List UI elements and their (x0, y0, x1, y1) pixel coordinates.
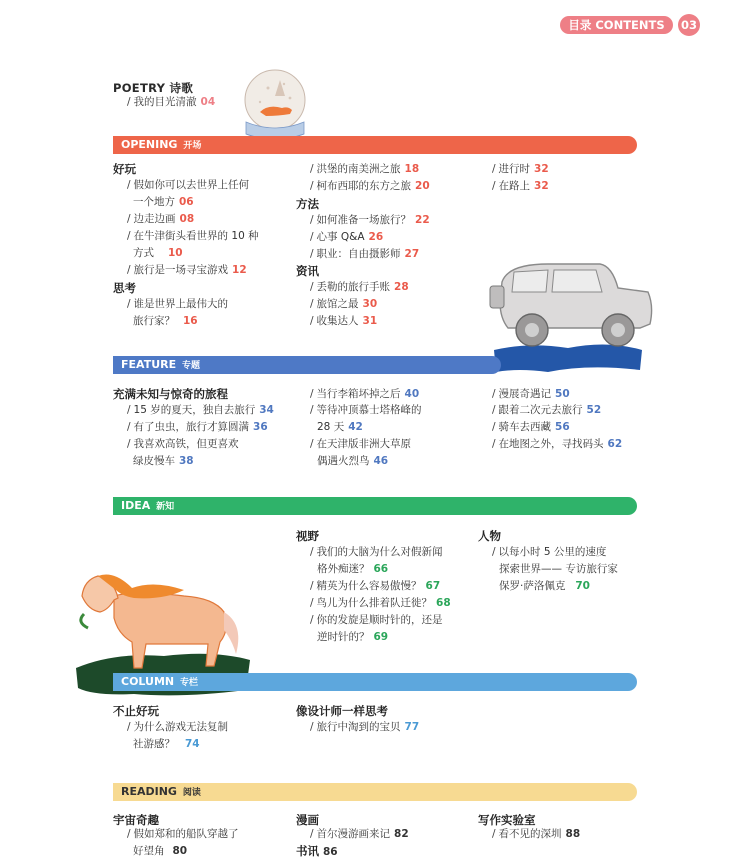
page-number: 32 (534, 163, 549, 175)
page-number: 69 (373, 631, 389, 643)
page-number: 31 (362, 315, 378, 327)
category-heading: 不止好玩 (113, 704, 159, 718)
page-number: 34 (259, 404, 274, 416)
page-number: 80 (172, 845, 188, 857)
entry-text: 如何准备一场旅行？ (316, 214, 412, 226)
page-number: 20 (415, 180, 430, 192)
entry-text: 等待冲顶慕士塔格峰的 (316, 404, 422, 416)
toc-entry-cont[interactable] (478, 578, 590, 596)
entry-text: 格外痴迷？ (317, 563, 370, 575)
poetry-entry[interactable]: / 我的目光清澈 04 (127, 96, 216, 108)
toc-entry[interactable]: / 看不见的深圳 88 (492, 828, 581, 840)
section-zh: 专题 (181, 361, 200, 371)
entry-text: 当行李箱坏掉之后 (316, 388, 401, 400)
page-number: 30 (362, 298, 378, 310)
toc-entry[interactable]: / 你的发旋是顺时针的，还是 (310, 614, 443, 626)
entry-text: 漫展奇遇记 (498, 388, 552, 400)
page-number: 22 (415, 214, 430, 226)
page-number: 06 (179, 196, 194, 208)
toc-entry[interactable]: / 旅行中淘到的宝贝 77 (310, 721, 420, 733)
entry-text: 鸟儿为什么排着队迁徙？ (316, 597, 433, 609)
toc-entry[interactable]: / 假如你可以去世界上任何 (127, 179, 250, 191)
toc-entry[interactable]: / 等待冲顶慕士塔格峰的 (310, 404, 422, 416)
section-zh: 开场 (183, 141, 202, 151)
entry-text: 洪堡的南美洲之旅 (316, 163, 401, 175)
toc-entry[interactable]: / 在地图之外，寻找码头 62 (492, 438, 623, 450)
entry-text: 旅行是一场寻宝游戏 (133, 264, 229, 276)
section-bar-reading (113, 783, 637, 801)
entry-text: 首尔漫游画来记 (316, 828, 391, 840)
entry-text: 好望角 (133, 845, 165, 857)
toc-entry[interactable]: / 15 岁的夏天，独自去旅行 34 (127, 404, 274, 416)
page-number: 40 (404, 388, 420, 400)
toc-entry[interactable]: / 职业：自由摄影师 27 (310, 248, 420, 260)
toc-entry[interactable]: / 我们的大脑为什么对假新闻 (310, 546, 443, 558)
entry-text: 职业：自由摄影师 (316, 248, 401, 260)
toc-entry-cont[interactable] (296, 561, 388, 579)
toc-entry[interactable]: / 鸟儿为什么排着队迁徙？ 68 (310, 597, 451, 609)
toc-entry-cont[interactable] (296, 419, 363, 437)
toc-entry[interactable]: / 漫展奇遇记 50 (492, 388, 570, 400)
page-number: 77 (404, 721, 420, 733)
entry-text: 方式 (133, 247, 154, 259)
page-number-badge: 03 (678, 14, 700, 36)
category-heading[interactable] (296, 843, 338, 861)
entry-text: 我们的大脑为什么对假新闻 (316, 546, 443, 558)
category-heading: 漫画 (296, 813, 319, 827)
entry-text: 柯布西耶的东方之旅 (316, 180, 412, 192)
toc-entry[interactable]: / 在天津版非洲大草原 (310, 438, 412, 450)
section-en: FEATURE (121, 358, 177, 371)
page-number: 70 (575, 580, 590, 592)
page-number: 46 (373, 455, 389, 467)
toc-entry[interactable]: / 有了虫虫，旅行才算圆满 36 (127, 421, 268, 433)
entry-text: 边走边画 (133, 213, 176, 225)
section-zh: 阅读 (182, 788, 201, 798)
entry-text: 旅行中淘到的宝贝 (316, 721, 401, 733)
category-heading: 写作实验室 (478, 813, 536, 827)
toc-entry-cont[interactable] (112, 453, 194, 471)
page-number: 04 (200, 96, 216, 108)
toc-entry[interactable]: / 收集达人 31 (310, 315, 378, 327)
toc-entry[interactable]: / 心事 Q&A 26 (310, 231, 384, 243)
category-heading: 视野 (296, 529, 319, 543)
entry-text: 以每小时 5 公里的速度 (498, 546, 607, 558)
toc-entry[interactable]: / 当行李箱坏掉之后 40 (310, 388, 420, 400)
page-number: 62 (607, 438, 623, 450)
entry-text: 进行时 (498, 163, 531, 175)
contents-header-pill: 目录 CONTENTS (560, 16, 673, 34)
category-heading: 宇宙奇趣 (113, 813, 159, 827)
category-heading: 人物 (478, 529, 501, 543)
page-number: 66 (373, 563, 389, 575)
section-en: IDEA (121, 499, 151, 512)
page-number: 10 (168, 247, 183, 259)
entry-text: 逆时针的？ (317, 631, 370, 643)
toc-entry[interactable]: / 我喜欢高铁，但更喜欢 (127, 438, 239, 450)
toc-entry[interactable]: / 洪堡的南美洲之旅 18 (310, 163, 420, 175)
entry-text: 有了虫虫，旅行才算圆满 (133, 421, 250, 433)
entry-text: 旅馆之最 (316, 298, 359, 310)
toc-entry[interactable]: / 谁是世界上最伟大的 (127, 298, 229, 310)
entry-text: 我的目光清澈 (133, 96, 197, 108)
page-number: 27 (404, 248, 420, 260)
section-en: OPENING (121, 138, 178, 151)
entry-text: 书讯 (296, 844, 319, 858)
entry-text: 假如你可以去世界上任何 (133, 179, 250, 191)
category-heading: 好玩 (113, 162, 136, 176)
section-en: COLUMN (121, 675, 175, 688)
entry-text: 谁是世界上最伟大的 (133, 298, 229, 310)
page-number: 08 (179, 213, 195, 225)
toc-entry[interactable]: / 以每小时 5 公里的速度 (492, 546, 607, 558)
entry-text: 心事 Q&A (316, 231, 365, 243)
page-number: 68 (436, 597, 451, 609)
entry-text: 看不见的深圳 (498, 828, 562, 840)
category-heading: 充满未知与惊奇的旅程 (113, 387, 228, 401)
toc-entry[interactable]: / 假如郑和的船队穿越了 (127, 828, 239, 840)
entry-text: 我喜欢高铁，但更喜欢 (133, 438, 239, 450)
page-number: 28 (394, 281, 409, 293)
toc-entry[interactable]: / 骑车去西藏 56 (492, 421, 570, 433)
entry-text: 跟着二次元去旅行 (498, 404, 583, 416)
page-number: 38 (179, 455, 194, 467)
section-zh: 专栏 (179, 678, 198, 688)
toc-entry-cont[interactable] (296, 629, 388, 647)
entry-text: 为什么游戏无法复制 (133, 721, 229, 733)
toc-entry[interactable]: / 为什么游戏无法复制 (127, 721, 229, 733)
page-number: 36 (253, 421, 268, 433)
entry-text: 偶遇火烈鸟 (317, 455, 370, 467)
entry-text: 你的发旋是顺时针的，还是 (316, 614, 443, 626)
entry-text: 探索世界—— 专访旅行家 (499, 563, 618, 575)
toc-entry[interactable]: / 进行时 32 (492, 163, 549, 175)
toc-entry-cont[interactable] (478, 561, 618, 579)
page-number: 26 (368, 231, 384, 243)
page-number: 86 (323, 846, 338, 858)
page-number: 67 (425, 580, 441, 592)
entry-text: 保罗·萨洛佩克 (499, 580, 566, 592)
section-bar-column (113, 673, 637, 691)
entry-text: 精英为什么容易傲慢？ (316, 580, 422, 592)
toc-entry[interactable]: / 如何准备一场旅行？ 22 (310, 214, 430, 226)
entry-text: 在地图之外，寻找码头 (498, 438, 604, 450)
category-heading: 资讯 (296, 264, 319, 278)
toc-entry-cont[interactable] (112, 843, 187, 861)
toc-entry[interactable]: / 首尔漫游画来记 82 (310, 828, 409, 840)
section-bar-feature (113, 356, 501, 374)
page-number: 42 (348, 421, 363, 433)
entry-text: 在路上 (498, 180, 531, 192)
section-zh: 新知 (156, 502, 175, 512)
toc-entry[interactable]: / 柯布西耶的东方之旅 20 (310, 180, 430, 192)
toc-entry[interactable]: / 边走边画 08 (127, 213, 195, 225)
category-heading: 方法 (296, 197, 319, 211)
entry-text: 收集达人 (316, 315, 359, 327)
jeep-illustration (488, 258, 658, 378)
entry-text: 丢勒的旅行手账 (316, 281, 391, 293)
entry-text: 一个地方 (133, 196, 175, 208)
page-number: 82 (394, 828, 409, 840)
entry-text: 绿皮慢车 (133, 455, 175, 467)
entry-text: 骑车去西藏 (498, 421, 552, 433)
entry-text: 旅行家？ (133, 315, 175, 327)
toc-entry[interactable]: / 旅行是一场寻宝游戏 12 (127, 264, 247, 276)
section-bar-opening (113, 136, 637, 154)
page-number: 16 (183, 315, 198, 327)
entry-text: 15 岁的夏天，独自去旅行 (133, 404, 256, 416)
page-number: 12 (232, 264, 247, 276)
toc-entry[interactable]: / 跟着二次元去旅行 52 (492, 404, 602, 416)
page-number: 50 (555, 388, 570, 400)
toc-entry-cont[interactable] (112, 313, 198, 331)
toc-entry-cont[interactable] (112, 245, 183, 263)
toc-entry[interactable]: / 旅馆之最 30 (310, 298, 378, 310)
page-number: 52 (586, 404, 602, 416)
category-heading: 思考 (113, 281, 136, 295)
page-number: 88 (565, 828, 581, 840)
toc-entry[interactable]: / 丢勒的旅行手账 28 (310, 281, 409, 293)
category-heading: 像设计师一样思考 (296, 704, 388, 718)
toc-entry[interactable]: / 在牛津街头看世界的 10 种 (127, 230, 259, 242)
entry-text: 假如郑和的船队穿越了 (133, 828, 239, 840)
section-bar-idea (113, 497, 637, 515)
toc-entry-cont[interactable] (296, 453, 388, 471)
entry-text: 在牛津街头看世界的 10 种 (133, 230, 259, 242)
poetry-title: POETRY 诗歌 (113, 81, 194, 95)
toc-entry-cont[interactable] (112, 736, 200, 754)
page-number: 74 (185, 738, 200, 750)
toc-entry-cont[interactable] (112, 194, 194, 212)
toc-entry[interactable]: / 在路上 32 (492, 180, 549, 192)
page-number: 56 (555, 421, 570, 433)
toc-entry[interactable]: / 精英为什么容易傲慢？ 67 (310, 580, 441, 592)
entry-text: 社游感？ (133, 738, 175, 750)
entry-text: 28 天 (317, 421, 345, 433)
section-en: READING (121, 785, 177, 798)
page-number: 32 (534, 180, 549, 192)
page-number: 18 (404, 163, 420, 175)
entry-text: 在天津版非洲大草原 (316, 438, 412, 450)
